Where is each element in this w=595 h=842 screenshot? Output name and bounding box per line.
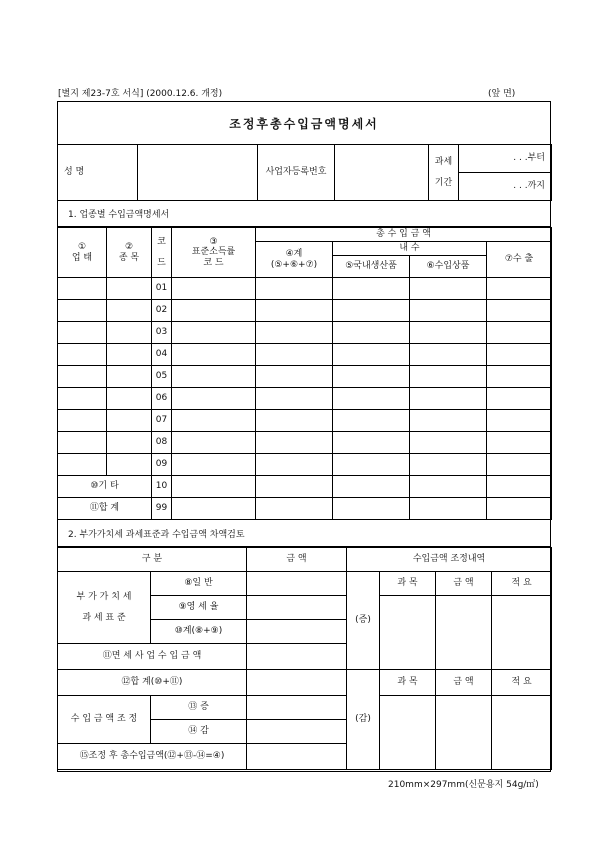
dec-col-amount: 금 액 (436, 670, 492, 696)
increase-mark: (증) (347, 572, 380, 670)
table-row (58, 344, 552, 366)
row-final: ⑮조정 후 총수입금액(⑫+⑬-⑭=④) (58, 744, 247, 770)
page-side: (앞 면) (488, 89, 516, 99)
col-imported-product: ⑥수입상품 (410, 256, 487, 278)
decrease-mark: (감) (347, 670, 380, 770)
table-row (58, 410, 552, 432)
adjust-label: 수 입 금 액 조 정 (58, 696, 151, 744)
period-label: 과세 기간 (429, 145, 459, 201)
col-business-type: ① 업 태 (58, 228, 107, 278)
info-table (57, 144, 552, 201)
row-code: 05 (152, 366, 172, 388)
row-decrease: ⑭ 감 (151, 720, 247, 744)
domestic-header: 내 수 (333, 242, 487, 256)
row-general: ⑧일 반 (151, 572, 247, 596)
row-code: 03 (152, 322, 172, 344)
row-code: 08 (152, 432, 172, 454)
income-by-industry-table (57, 227, 552, 520)
name-field[interactable] (138, 145, 258, 201)
inc-col-amount: 금 액 (436, 572, 492, 596)
form (57, 101, 551, 772)
vat-comparison-table (57, 547, 552, 770)
inc-col-remark: 적 요 (492, 572, 552, 596)
row-vat-total: ⑩계(⑧+⑨) (151, 620, 247, 644)
dec-col-remark: 적 요 (492, 670, 552, 696)
row-code: 04 (152, 344, 172, 366)
col-export: ⑦수 출 (487, 242, 552, 278)
period-to[interactable]: . . .까지 (459, 173, 552, 201)
form-title: 조정후총수입금액명세서 (58, 102, 550, 145)
row-zero-rate: ⑨영 세 율 (151, 596, 247, 620)
table-row (58, 278, 552, 300)
col-code: 코 드 (152, 228, 172, 278)
section2-title: 2. 부가가치세 과세표준과 수입금액 차액검토 (58, 519, 550, 547)
bizno-label: 사업자등록번호 (258, 145, 335, 201)
bizno-field[interactable] (335, 145, 429, 201)
period-from[interactable]: . . .부터 (459, 145, 552, 173)
table-row (58, 476, 552, 498)
col-adjust: 수입금액 조정내역 (347, 548, 552, 572)
paper-spec: 210mm×297mm(신문용지 54g/㎡) (388, 780, 539, 790)
row-code: 02 (152, 300, 172, 322)
row-code: 07 (152, 410, 172, 432)
col-gubun: 구 분 (58, 548, 247, 572)
row-code: 10 (152, 476, 172, 498)
col-item: ② 종 목 (107, 228, 152, 278)
table-row (58, 454, 552, 476)
vat-base-label: 부 가 가 치 세 과 세 표 준 (58, 572, 151, 644)
sum-label: ⑪합 계 (58, 498, 152, 520)
inc-col-subject: 과 목 (380, 572, 436, 596)
col-domestic-product: ⑤국내생산품 (333, 256, 410, 278)
dec-col-subject: 과 목 (380, 670, 436, 696)
name-label: 성 명 (58, 145, 138, 201)
table-row (58, 432, 552, 454)
other-label: ⑩기 타 (58, 476, 152, 498)
row-code: 01 (152, 278, 172, 300)
total-income-header: 총 수 입 금 액 (256, 228, 552, 242)
col-std-rate-code: ③ 표준소득률 코 드 (172, 228, 256, 278)
table-row (58, 366, 552, 388)
section1-title: 1. 업종별 수입금액명세서 (58, 201, 550, 227)
row-code: 06 (152, 388, 172, 410)
row-code: 99 (152, 498, 172, 520)
row-exempt: ⑪면 세 사 업 수 입 금 액 (58, 644, 247, 670)
col-sum: ④계 (⑤+⑥+⑦) (256, 242, 333, 278)
table-row (58, 498, 552, 520)
table-row (58, 300, 552, 322)
table-row (58, 388, 552, 410)
form-id: [별지 제23-7호 서식] (2000.12.6. 개정) (58, 89, 223, 99)
row-increase: ⑬ 증 (151, 696, 247, 720)
row-sum: ⑫합 계(⑩+⑪) (58, 670, 247, 696)
row-code: 09 (152, 454, 172, 476)
table-row (58, 322, 552, 344)
col-amount: 금 액 (247, 548, 347, 572)
